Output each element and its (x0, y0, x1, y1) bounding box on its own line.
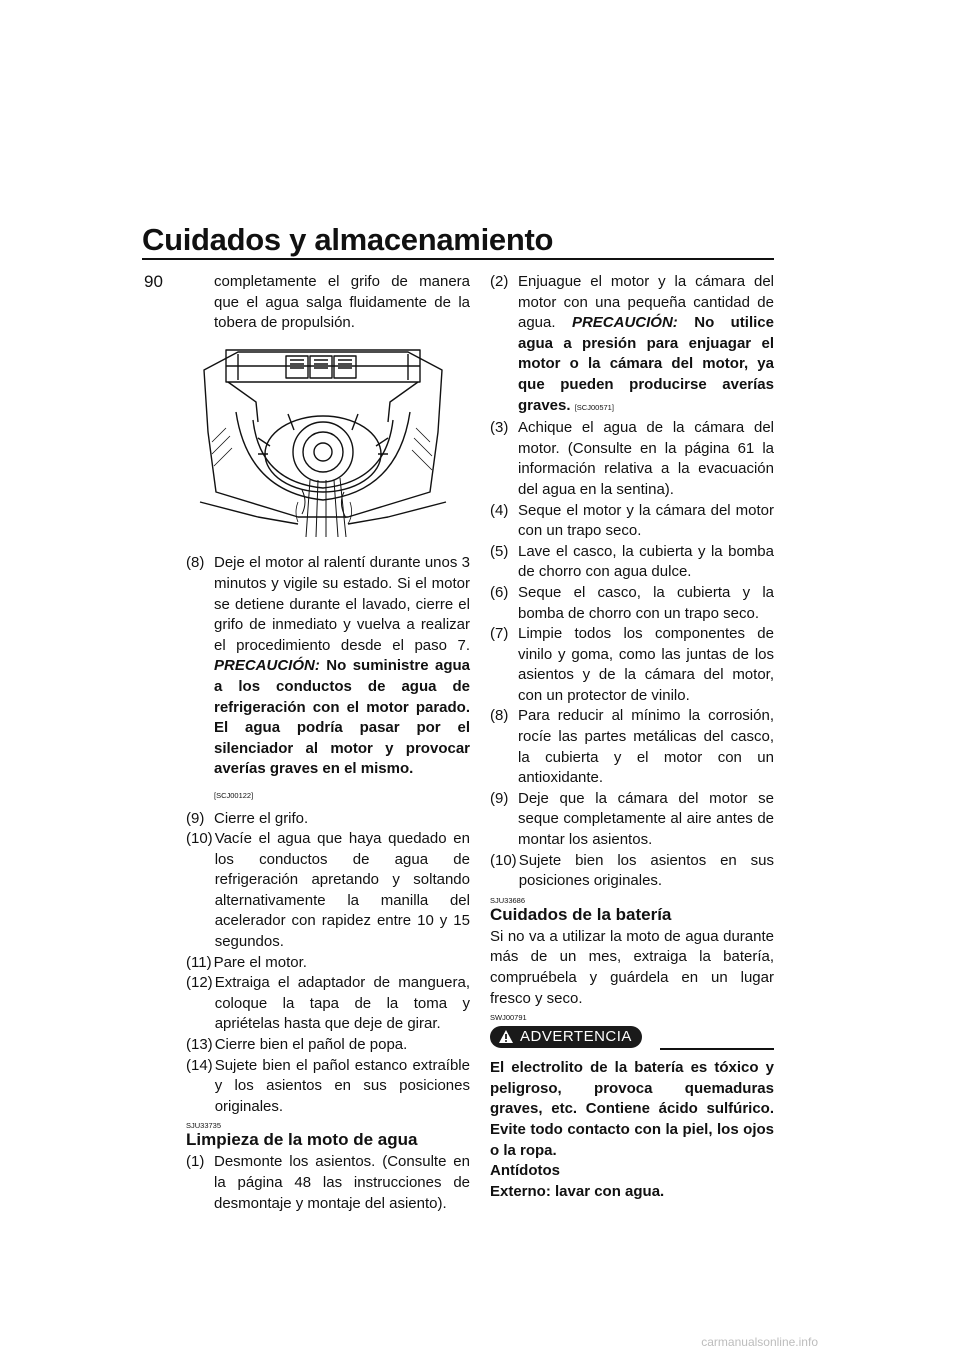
cleaning-step-9 (490, 789, 774, 851)
step-text: Sujete bien los asientos en sus posiciones originales. (518, 851, 774, 890)
step-8-text: Deje el motor al ralentí durante unos 3 minutos y vigile su estado. Si el motor se detiene durante el lavado, cierre el grifo de inmediato y vuelva a realizar el procedimiento desde el paso 7. (214, 554, 470, 654)
step-text: Vacíe el agua que haya quedado en los conductos de agua de refrigeración apretando y soltando alternativamente la manilla del acelerador con rapidez entre 10 y 15 segundos. (214, 830, 470, 951)
battery-paragraph: Si no va a utilizar la moto de agua durante más de un mes, extraiga la batería, compruébela y guárdela en un lugar fresco y seco. (490, 927, 774, 1007)
step-13 (186, 1035, 470, 1056)
step-text: Desmonte los asientos. (Consulte en la página 48 las instrucciones de desmontaje y montaje del asiento). (214, 1153, 470, 1212)
cleaning-step-8 (490, 706, 774, 788)
section-heading-cleaning: Limpieza de la moto de agua (186, 1130, 418, 1150)
intro-paragraph: completamente el grifo de manera que el agua salga fluidamente de la tobera de propulsión. (214, 273, 470, 332)
step-number: (12) (186, 974, 213, 992)
right-column (490, 272, 774, 1202)
step-number: (10) (186, 830, 213, 848)
warning-rule (660, 1048, 774, 1050)
step-text: Cierre el grifo. (214, 809, 309, 827)
left-column (186, 272, 470, 1214)
step-number: (1) (186, 1153, 205, 1171)
warning-header (490, 1024, 774, 1050)
step-number: (14) (186, 1056, 213, 1074)
step-14 (186, 1056, 470, 1118)
step-text: Pare el motor. (213, 953, 307, 971)
warning-text: El electrolito de la batería es tóxico y peligroso, provoca quemaduras graves, etc. Contiene ácido sulfúrico. Evite todo contacto con la piel, los ojos o la ropa. (490, 1059, 774, 1159)
step-text: Extraiga el adaptador de manguera, coloque la tapa de la toma y apriételas hasta que deje de girar. (214, 974, 470, 1033)
step-number: (3) (490, 419, 509, 437)
warning-badge (490, 1026, 642, 1048)
section-heading-battery: Cuidados de la batería (490, 904, 672, 924)
cleaning-step-7 (490, 624, 774, 706)
step-10 (186, 829, 470, 953)
step-number: (2) (490, 273, 509, 290)
step-text: Deje que la cámara del motor se seque completamente al aire antes de montar los asientos. (518, 789, 774, 849)
caution-keyword: PRECAUCIÓN: (571, 314, 678, 332)
caution-keyword: PRECAUCIÓN: (214, 657, 320, 675)
section-code: SJU33735 (186, 1121, 222, 1131)
title-rule (142, 258, 774, 260)
warning-label: ADVERTENCIA (520, 1028, 632, 1046)
step-number: (10) (490, 851, 517, 869)
cleaning-step-1 (186, 1152, 470, 1214)
step-number: (8) (490, 707, 509, 725)
step-number: (5) (490, 542, 509, 560)
step-text: Limpie todos los componentes de vinilo y goma, como las juntas de los asientos y de la cámara del motor, con un protector de vinilo. (518, 625, 774, 704)
caution-text: No suministre agua a los conductos de agua de refrigeración con el motor parado. El agua podría pasar por el silenciador al motor y provocar averías graves en el mismo. (214, 657, 470, 778)
cleaning-step-5 (490, 542, 774, 583)
page-title: Cuidados y almacenamiento (142, 222, 554, 257)
step-9 (186, 809, 470, 830)
step-number: (13) (186, 1036, 213, 1054)
caution-text: No utilice agua a presión para enjuagar el motor o la cámara del motor, ya que pueden producirse averías graves. (518, 314, 774, 414)
step-text: Cierre bien el pañol de popa. (214, 1036, 408, 1054)
step-text: Seque el motor y la cámara del motor con un trapo seco. (518, 501, 774, 540)
page-number: 90 (144, 272, 163, 291)
step-number: (9) (490, 789, 509, 807)
step-text (214, 553, 470, 780)
step-text: Achique el agua de la cámara del motor. (Consulte en la página 61 la información relativa a la evacuación del agua en la sentina). (518, 419, 774, 498)
section-code: SJU33686 (490, 895, 526, 905)
cleaning-step-10 (490, 851, 774, 892)
caution-code: [SCJ00122] (214, 790, 254, 800)
step-2-text: Enjuague el motor y la cámara del motor con una pequeña cantidad de agua. (518, 273, 774, 332)
step-11 (186, 953, 470, 974)
step-text (518, 272, 774, 418)
step-number: (8) (186, 554, 205, 572)
step-number: (7) (490, 625, 509, 643)
step-text: Seque el casco, la cubierta y la bomba de chorro con un trapo seco. (518, 583, 774, 622)
caution-code: [SCJ00571] (574, 402, 614, 412)
antidote-text: Externo: lavar con agua. (490, 1182, 665, 1200)
jet-nozzle-flushing-illustration (198, 342, 448, 537)
step-text: Para reducir al mínimo la corrosión, rocíe las partes metálicas del casco, la cubierta y el motor con un antioxidante. (518, 707, 774, 787)
step-number: (9) (186, 809, 205, 827)
cleaning-step-2 (490, 272, 774, 418)
warning-code: SWJ00791 (490, 1013, 527, 1023)
step-text: Lave el casco, la cubierta y la bomba de chorro con agua dulce. (518, 542, 774, 581)
cleaning-step-4 (490, 501, 774, 542)
step-text: Sujete bien el pañol estanco extraíble y los asientos en sus posiciones originales. (214, 1056, 470, 1115)
cleaning-step-6 (490, 583, 774, 624)
step-number: (11) (186, 953, 212, 971)
watermark: carmanualsonline.info (701, 1335, 818, 1349)
step-number: (6) (490, 583, 509, 601)
warning-body (490, 1058, 774, 1202)
step-8 (186, 553, 470, 780)
step-12 (186, 973, 470, 1035)
cleaning-step-3 (490, 418, 774, 500)
antidote-title: Antídotos (490, 1162, 560, 1180)
step-number: (4) (490, 501, 509, 519)
warning-triangle-icon (498, 1029, 514, 1045)
